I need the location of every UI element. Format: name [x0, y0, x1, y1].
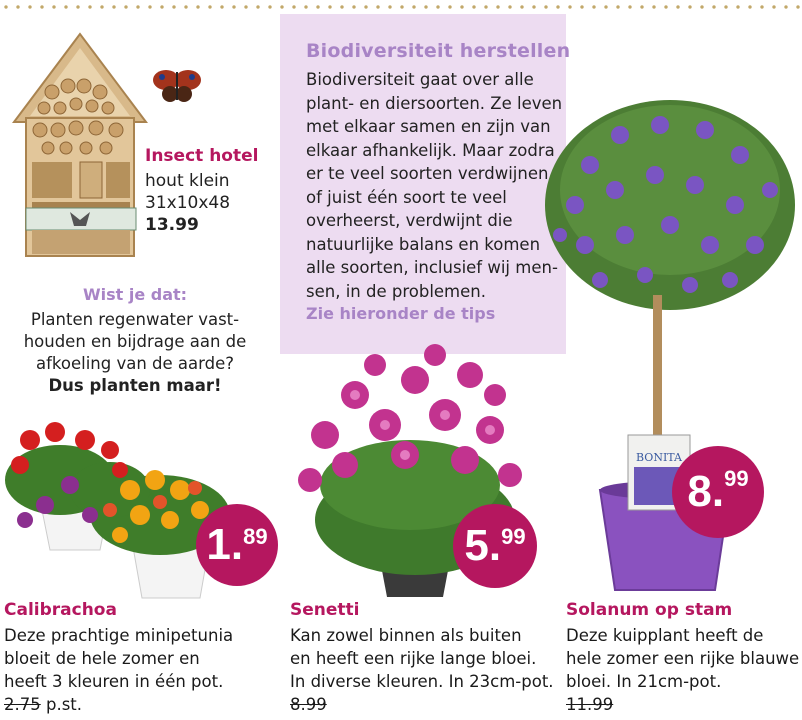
product-title-solanum: Solanum op stam — [566, 600, 733, 620]
wist-je-dat-line: houden en bijdrage aan de — [23, 332, 247, 351]
price-main: 1 — [206, 520, 231, 569]
insect-hotel-desc-2: 31x10x48 — [145, 193, 231, 213]
product-title-calibrachoa: Calibrachoa — [4, 600, 117, 620]
info-line: elkaar afhankelijk. Maar zodra — [306, 140, 555, 160]
price-cents: 99 — [501, 524, 526, 549]
info-line: alle soorten, inclusief wij men- — [306, 258, 558, 277]
price-cents: 89 — [243, 524, 268, 549]
info-line: overheerst, verdwijnt die — [306, 211, 513, 230]
dotted-border — [0, 4, 802, 10]
wist-je-dat-line: afkoeling van de aarde? — [35, 354, 235, 373]
old-price-calibrachoa — [4, 693, 82, 717]
info-line: of juist één soort te veel — [306, 187, 507, 207]
plant-tag-text: BONITA — [636, 451, 682, 464]
old-price-value: 11.99 — [566, 695, 614, 714]
product-desc-line: Kan zowel binnen als buiten — [290, 626, 522, 645]
insect-hotel-price: 13.99 — [145, 215, 199, 235]
price-bubble-senetti — [453, 504, 537, 588]
price-main: 8 — [687, 467, 712, 516]
solanum-image — [530, 95, 802, 595]
product-desc-line: In diverse kleuren. In 23cm-pot. — [290, 672, 554, 691]
info-line: Biodiversiteit gaat over alle — [306, 70, 534, 89]
product-desc-line: en heeft een rijke lange bloei. — [290, 649, 537, 668]
product-desc-line: bloeit de hele zomer en — [4, 649, 200, 668]
product-desc-line: hele zomer een rijke blauwe — [566, 649, 800, 668]
old-price-value: 8.99 — [290, 695, 327, 714]
insect-hotel-title: Insect hotel — [145, 146, 259, 166]
old-price-suffix: p.st. — [40, 695, 83, 714]
product-title-senetti: Senetti — [290, 600, 360, 620]
price-bubble-calibrachoa — [196, 504, 278, 586]
butterfly-image — [152, 62, 202, 106]
price-dot: . — [230, 520, 244, 569]
product-desc-line: Deze kuipplant heeft de — [566, 626, 764, 645]
product-desc-line: heeft 3 kleuren in één pot. — [4, 672, 224, 691]
price-cents: 99 — [724, 466, 749, 491]
info-line: natuurlijke balans en komen — [306, 234, 541, 254]
price-dot: . — [711, 467, 725, 516]
price-main: 5 — [464, 521, 489, 570]
price-dot: . — [488, 521, 502, 570]
price-bubble-solanum — [672, 446, 764, 538]
info-box-title: Biodiversiteit herstellen — [306, 40, 571, 62]
product-desc-line: Deze prachtige minipetunia — [4, 626, 234, 645]
wist-je-dat-cta: Dus planten maar! — [48, 376, 222, 395]
info-line: met elkaar samen en zijn van — [306, 117, 551, 136]
insect-hotel-image — [10, 30, 150, 260]
product-desc-line: bloei. In 21cm-pot. — [566, 672, 722, 691]
old-price-value: 2.75 — [4, 695, 41, 714]
wist-je-dat-line: Planten regenwater vast- — [30, 310, 240, 329]
info-line: er te veel soorten verdwijnen — [306, 164, 549, 183]
old-price-solanum — [566, 693, 613, 717]
info-box-link[interactable]: Zie hieronder de tips — [306, 304, 496, 323]
old-price-senetti — [290, 693, 327, 717]
info-line: sen, in de problemen. — [306, 281, 486, 301]
insect-hotel-desc-1: hout klein — [145, 171, 230, 191]
calibrachoa-image — [0, 410, 240, 600]
wist-je-dat-title: Wist je dat: — [82, 285, 188, 304]
info-line: plant- en diersoorten. Ze leven — [306, 93, 563, 113]
